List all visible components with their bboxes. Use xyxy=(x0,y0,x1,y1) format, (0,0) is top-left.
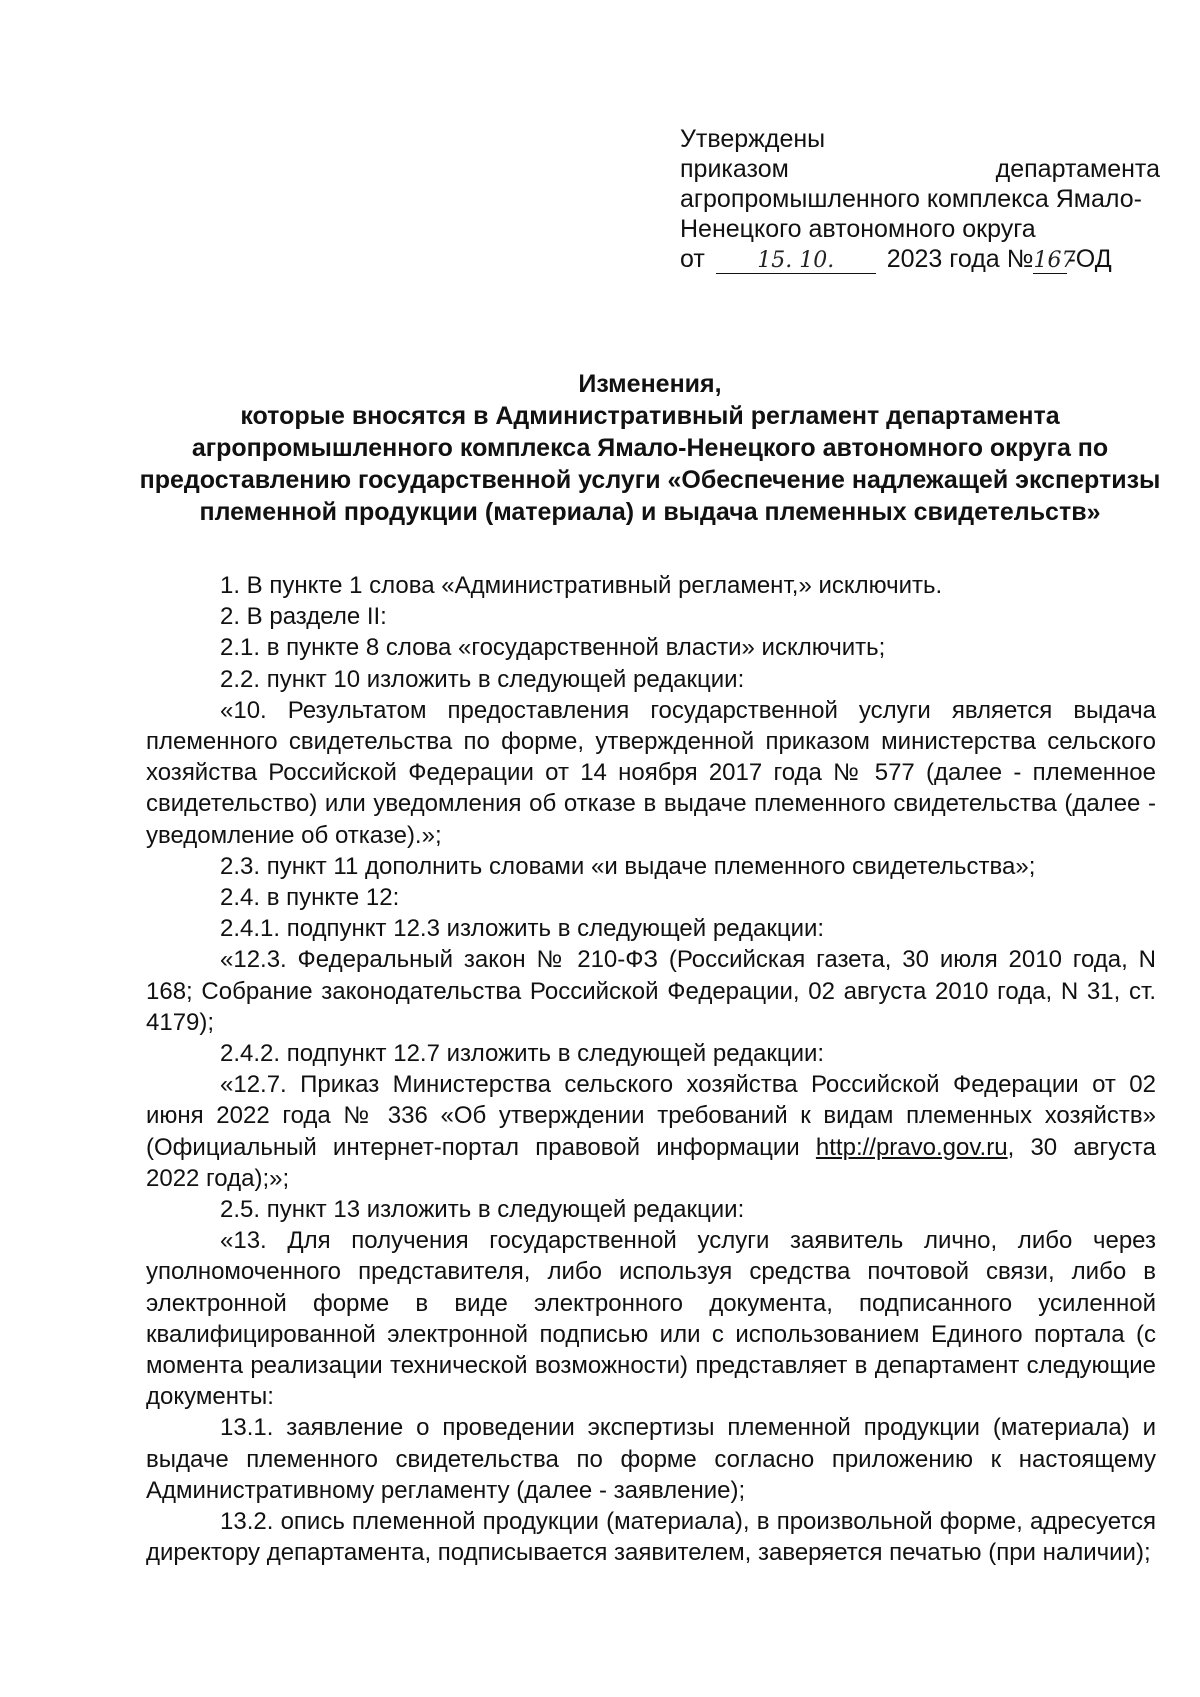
approval-line-3: Ненецкого автономного округа xyxy=(680,215,1036,243)
paragraph-item-12-3: «12.3. Федеральный закон № 210-ФЗ (Российская газета, 30 июля 2010 года, N 168; Собрание законодательства Российской Федерации, 02 августа 2010 года, N 31, ст. 4179); xyxy=(146,946,1156,1036)
approval-year-text: 2023 года № xyxy=(886,245,1034,273)
approval-order-word: приказом xyxy=(680,155,789,183)
paragraph-13-2: 13.2. опись племенной продукции (материала), в произвольной форме, адресуется директору департамента, подписывается заявителем, заверяется печатью (при наличии); xyxy=(146,1508,1156,1567)
approval-date-line xyxy=(680,244,1160,274)
paragraph-2-2: 2.2. пункт 10 изложить в следующей редакции: xyxy=(220,665,745,693)
approval-from-prefix: от xyxy=(680,245,705,273)
approval-order-line xyxy=(680,154,1160,184)
paragraph-2-4-2: 2.4.2. подпункт 12.7 изложить в следующей редакции: xyxy=(220,1040,825,1068)
approval-department-word: департамента xyxy=(995,155,1160,183)
approval-block xyxy=(680,124,1160,274)
item-12-7-text: «12.7. Приказ Министерства сельского хозяйства Российской Федерации от 02 июня 2022 года № 336 «Об утверждении требований к видам племенных хозяйств» (Официальный интернет-портал правовой информации xyxy=(146,1071,1156,1161)
paragraph-2-5: 2.5. пункт 13 изложить в следующей редакции: xyxy=(220,1196,745,1224)
paragraph-item-10: «10. Результатом предоставления государственной услуги является выдача племенного свидетельства по форме, утвержденной приказом министерства сельского хозяйства Российской Федерации от 14 ноября 2017 года № 577 (далее - племенное свидетельство) или уведомления об отказе в выдаче племенного свидетельства (далее - уведомление об отказе).»; xyxy=(146,696,1156,849)
paragraph-2-1: 2.1. в пункте 8 слова «государственной власти» исключить; xyxy=(220,634,886,662)
paragraph-item-13: «13. Для получения государственной услуги заявитель лично, либо через уполномоченного представителя, либо используя средства почтовой связи, либо в электронной форме в виде электронного документа, подписанного усиленной квалифицированной электронной подписью или с использованием Единого портала (с момента реализации технической возможности) представляет в департамент следующие документы: xyxy=(146,1227,1156,1411)
item-12-7-tail: , 30 августа 2022 года);»; xyxy=(146,1133,1156,1192)
approval-line-2: агропромышленного комплекса Ямало- xyxy=(680,185,1142,213)
document-body xyxy=(146,570,1156,1569)
paragraph-item-12-7 xyxy=(146,1069,1156,1194)
handwritten-order-number: 167 xyxy=(1033,248,1076,273)
handwritten-date: 15. 10. xyxy=(716,249,876,274)
paragraph-2: 2. В разделе II: xyxy=(220,603,387,631)
approval-heading: Утверждены xyxy=(680,125,826,153)
paragraph-2-4: 2.4. в пункте 12: xyxy=(220,884,400,912)
paragraph-1: 1. В пункте 1 слова «Административный регламент,» исключить. xyxy=(220,572,943,599)
paragraph-13-1: 13.1. заявление о проведении экспертизы племенной продукции (материала) и выдаче племенного свидетельства по форме согласно приложению к настоящему Административному регламенту (далее - заявление); xyxy=(146,1414,1156,1504)
paragraph-2-3: 2.3. пункт 11 дополнить словами «и выдаче племенного свидетельства»; xyxy=(220,852,1036,880)
document-title xyxy=(120,368,1180,528)
approval-number-suffix: -ОД xyxy=(1067,245,1112,273)
title-heading: Изменения, xyxy=(578,370,722,398)
paragraph-2-4-1: 2.4.1. подпункт 12.3 изложить в следующей редакции: xyxy=(220,915,825,943)
pravo-gov-link[interactable]: http://pravo.gov.ru xyxy=(815,1133,1008,1161)
title-subheading: которые вносятся в Административный регламент департамента агропромышленного комплекса Ямало-Ненецкого автономного округа по предоставлению государственной услуги «Обеспечение надлежащей экспертизы племенной продукции (материала) и выдача племенных свидетельств» xyxy=(139,402,1161,526)
